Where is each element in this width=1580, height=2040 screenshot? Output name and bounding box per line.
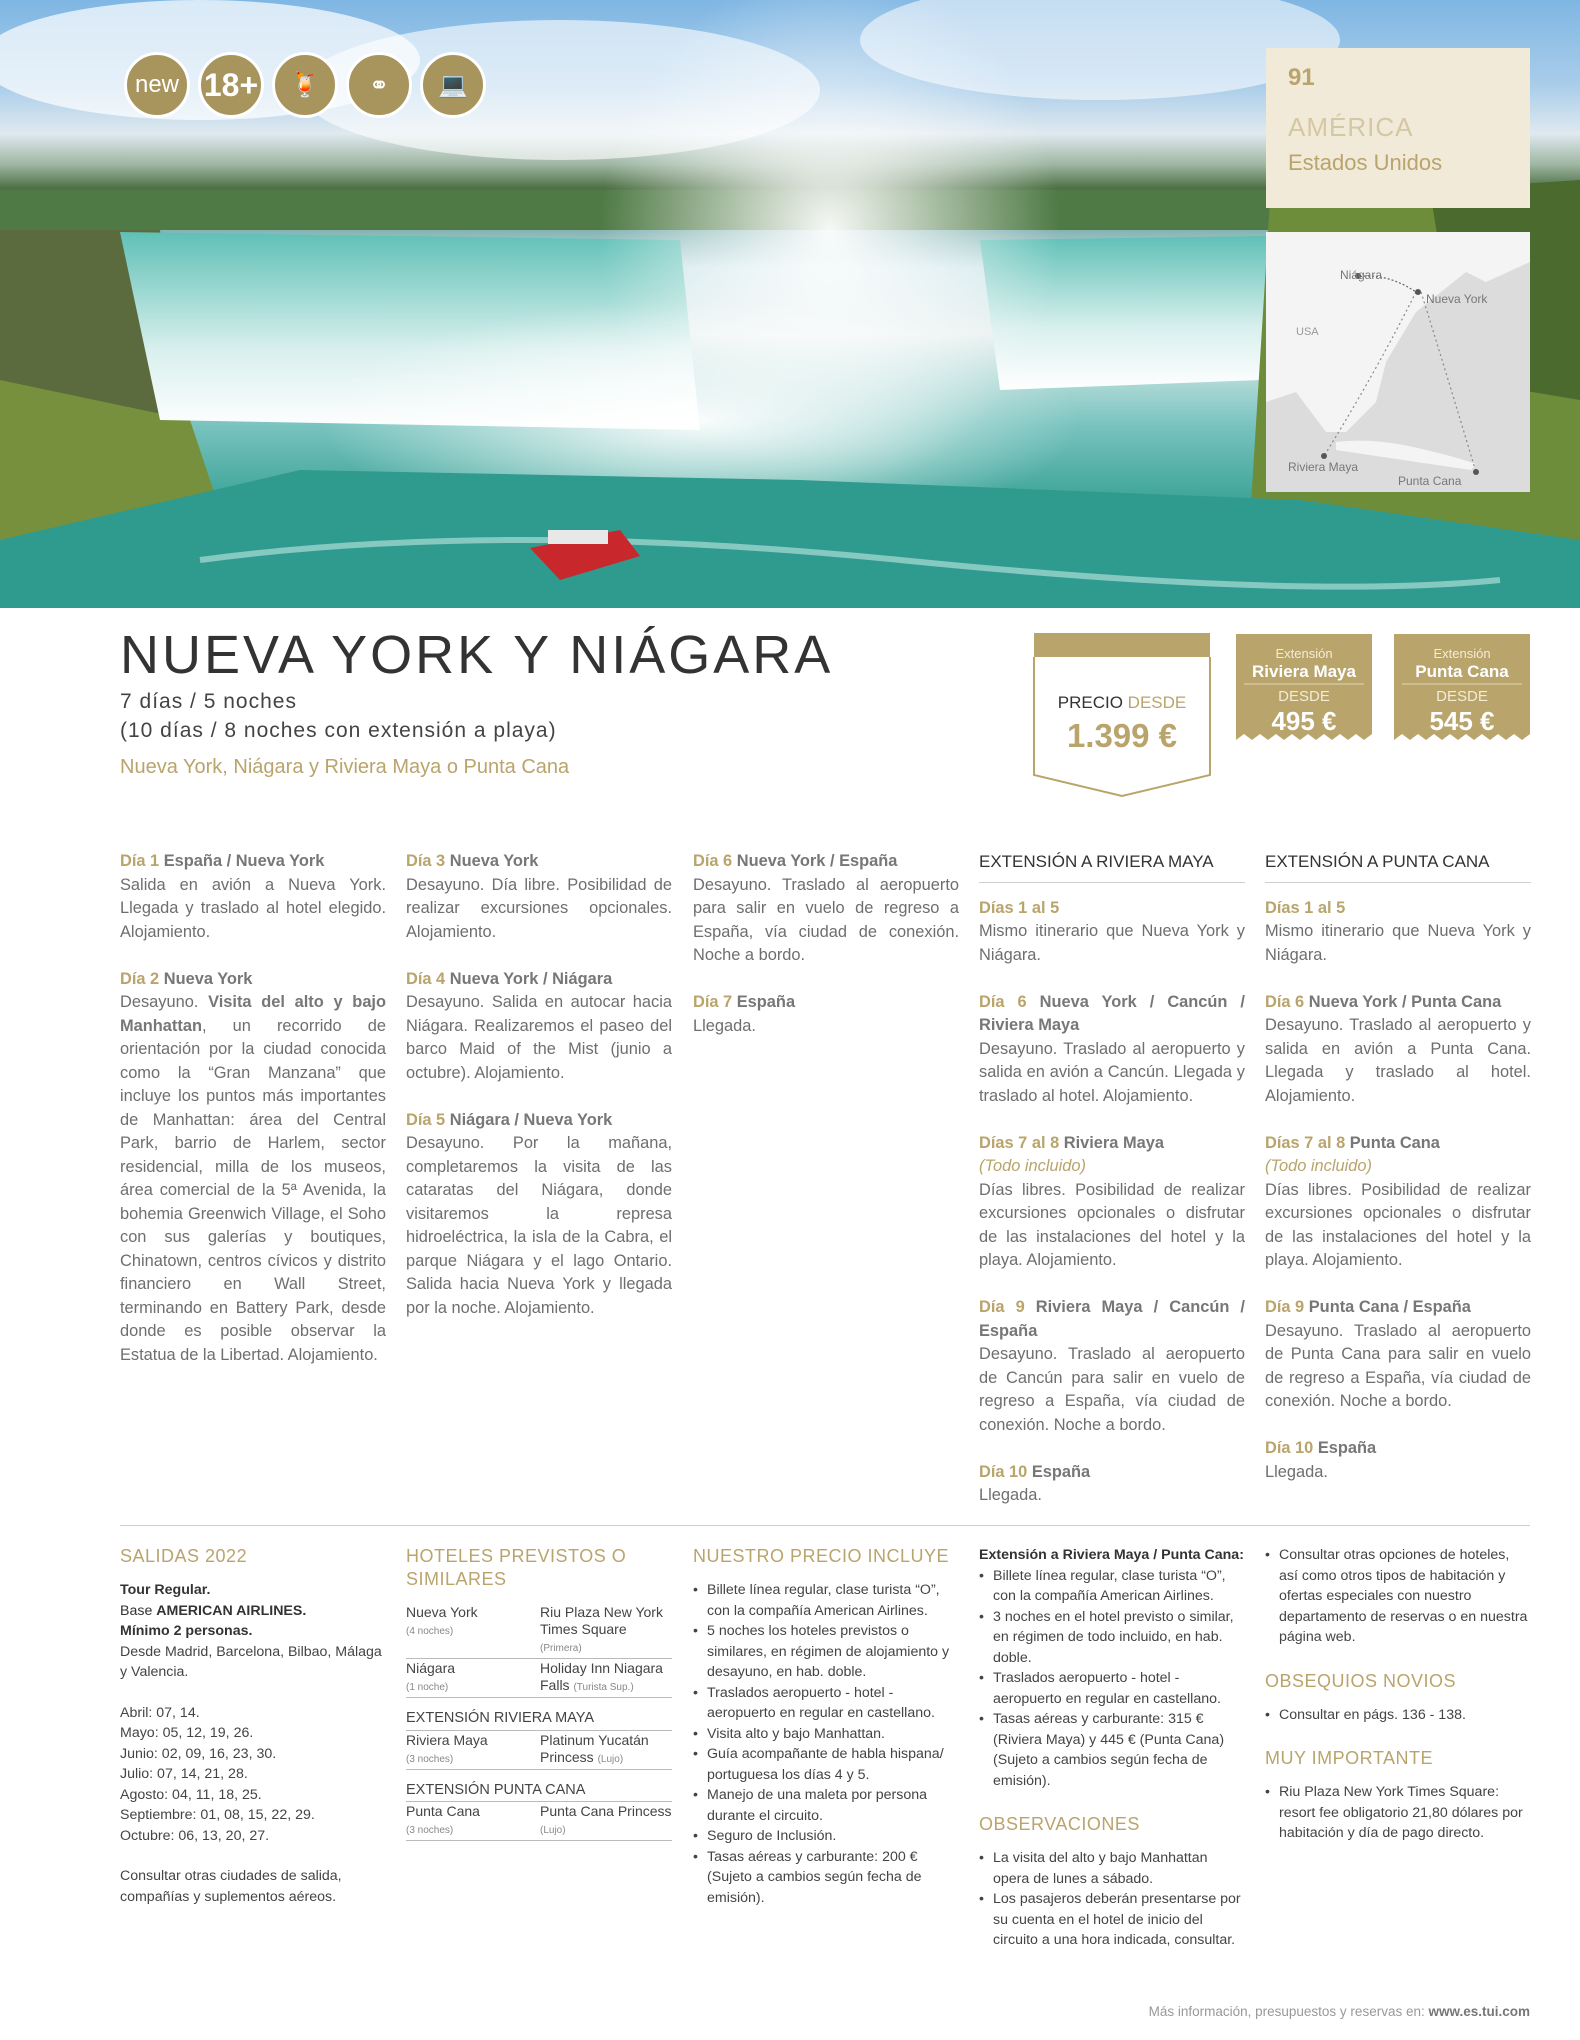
location-box [1266,48,1530,208]
table-row: Niágara (1 noche) Holiday Inn Niagara Falls (Turista Sup.) [406,1659,672,1698]
itinerary-column-2 [406,850,672,1344]
new-icon: new [124,52,190,118]
hotels-table [406,1802,672,1841]
hero-image [0,0,1580,608]
extension-heading: EXTENSIÓN A PUNTA CANA [1265,850,1531,883]
itinerary-day: Días 1 al 5 Mismo itinerario que Nueva York y Niágara. [979,898,1245,964]
date-line: Agosto: 04, 11, 18, 25. [120,1786,262,1803]
list-item: • Billete línea regular, clase turista “O”, con la compañía American Airlines. [979,1566,1245,1607]
extension-price: 495 € [1271,706,1337,736]
extension-heading: EXTENSIÓN PUNTA CANA [406,1780,672,1803]
table-row: Riviera Maya (3 noches) Platinum Yucatán Princess (Lujo) [406,1731,672,1770]
section-heading: OBSEQUIOS NOVIOS [1265,1670,1457,1691]
extension-desde: DESDE [1278,688,1330,705]
itinerary-column-1 [120,850,386,1391]
price-badge-shape [1033,633,1211,798]
date-line: Julio: 07, 14, 21, 28. [120,1766,248,1782]
extension-includes-list [979,1566,1245,1792]
important-list [1265,1782,1531,1844]
route-map [1266,232,1530,492]
date-line: Mayo: 05, 12, 19, 26. [120,1725,254,1741]
extension-heading: EXTENSIÓN RIVIERA MAYA [406,1708,672,1731]
extension-place: Punta Cana [1415,662,1509,681]
section-heading: SALIDAS 2022 [120,1546,248,1566]
map-label-nueva-york: Nueva York [1426,292,1488,306]
list-item: • 3 noches en el hotel previsto o similar, en régimen de todo incluido, en hab. doble. [979,1607,1245,1669]
map-label-niagara: Niágara [1340,268,1383,282]
includes-list [693,1580,959,1908]
extension-label: Extensión [1275,646,1333,661]
duration-extension: (10 días / 8 noches con extensión a playa) [120,719,557,742]
itinerary-day: Día 2 Nueva York Desayuno. Visita del alto y bajo Manhattan, un recorrido de orientación por la ciudad conocida como la “Gran Manzana” que incluye los puntos más importantes de Manhattan: área del Central Park, barrio de Harlem, sector residencial, milla de los museos, área comercial de la 5ª Avenida, la bohemia Greenwich Village, el Soho con sus galerías y boutiques, Chinatown, centros cívicos y distrito financiero en Wall Street, terminando en Battery Park, desde donde es posible observar la Estatua de la Libertad. Alojamiento. [120,969,386,1364]
feature-icons [124,52,486,118]
extension-price: 545 € [1429,706,1495,736]
list-item: • Tasas aéreas y carburante: 315 € (Riviera Maya) y 445 € (Punta Cana) (Sujeto a cambios según fecha de emisión). [979,1709,1245,1791]
itinerary-day: Días 7 al 8 Punta Cana (Todo incluido) Días libres. Posibilidad de realizar excursiones opcionales o disfrutar de las instalaciones del hotel y la playa. Alojamiento. [1265,1133,1531,1269]
region-label: AMÉRICA [1288,112,1414,142]
list-item: • Billete línea regular, clase turista “O”, con la compañía American Airlines. [693,1580,959,1621]
section-heading: Extensión a Riviera Maya / Punta Cana: [979,1547,1244,1563]
section-heading: HOTELES PREVISTOS O SIMILARES [406,1546,627,1589]
extension-label: Extensión [1433,646,1491,661]
date-line: Octubre: 06, 13, 20, 27. [120,1827,270,1844]
price-value: 1.399 € [1066,717,1178,754]
itinerary-day: Día 6 Nueva York / España Desayuno. Traslado al aeropuerto para salir en vuelo de regreso a España, vía ciudad de conexión. Noche a bordo. [693,852,959,964]
list-item: • 5 noches los hoteles previstos o similares, en régimen de alojamiento y desayuno, en hab. doble. [693,1621,959,1683]
itinerary-day: Día 9 Riviera Maya / Cancún / España Desayuno. Traslado al aeropuerto de Cancún para salir en vuelo de regreso a España, vía ciudad de conexión. Noche a bordo. [979,1298,1245,1434]
price-badge [1033,633,1211,798]
incluye-section [693,1545,959,1908]
list-item: • La visita del alto y bajo Manhattan opera de lunes a sábado. [979,1848,1245,1889]
list-item: • Tasas aéreas y carburante: 200 € (Sujeto a cambios según fecha de emisión). [693,1847,959,1909]
section-heading: NUESTRO PRECIO INCLUYE [693,1546,950,1566]
airline: Base AMERICAN AIRLINES. [120,1602,307,1619]
extension-heading: EXTENSIÓN A RIVIERA MAYA [979,850,1245,883]
page-title: NUEVA YORK Y NIÁGARA [120,625,834,685]
itinerary-column-3 [693,850,959,1062]
list-item: • Guía acompañante de habla hispana/ portuguesa los días 4 y 5. [693,1744,959,1785]
footer-link[interactable]: www.es.tui.com [1428,2004,1530,2019]
hoteles-section [406,1545,672,1841]
list-item: • Los pasajeros deberán presentarse por su cuenta en el hotel de inicio del circuito a una hora indicada, consultar. [979,1889,1245,1951]
list-item: • Visita alto y bajo Manhattan. [693,1724,959,1745]
extension-desde: DESDE [1436,688,1488,705]
list-item: • Riu Plaza New York Times Square: resort fee obligatorio 21,80 dólares por habitación y día de pago directo. [1265,1782,1531,1844]
itinerary-day: Día 5 Niágara / Nueva York Desayuno. Por la mañana, completaremos la visita de las cataratas del Niágara, donde visitaremos la represa hidroeléctrica, la isla de la Cabra, el parque Niágara y el lago Ontario. Salida hacia Nueva York y llegada por la noche. Alojamiento. [406,1110,672,1317]
extension-riviera-badge [1236,634,1372,758]
date-line: Abril: 07, 14. [120,1704,200,1721]
salidas-note: Consultar otras ciudades de salida, compañías y suplementos aéreos. [120,1868,342,1905]
map-label-usa: USA [1296,326,1319,338]
hotels-table [406,1731,672,1770]
other-info-section [1265,1545,1531,1844]
itinerary-column-punta-cana [1265,850,1531,1508]
list-item: • Traslados aeropuerto - hotel - aeropuerto en regular en castellano. [979,1668,1245,1709]
list-item: • Consultar en págs. 136 - 138. [1265,1705,1531,1726]
observations-list [979,1848,1245,1951]
itinerary-day: Día 1 España / Nueva York Salida en avión a Nueva York. Llegada y traslado al hotel elegido. Alojamiento. [120,852,386,941]
section-heading: OBSERVACIONES [979,1814,1140,1834]
other-options-list [1265,1545,1531,1648]
footer-text: Más información, presupuestos y reservas en: [1148,2004,1429,2019]
departure-cities: Desde Madrid, Barcelona, Bilbao, Málaga y Valencia. [120,1643,382,1680]
map-label-punta-cana: Punta Cana [1398,474,1462,488]
itinerary-day: Día 10 España Llegada. [979,1462,1091,1504]
itinerary-day: Día 6 Nueva York / Cancún / Riviera Maya Desayuno. Traslado al aeropuerto y salida en avión a Cancún. Llegada y traslado al hotel. Alojamiento. [979,992,1245,1105]
list-item: • Manejo de una maleta por persona durante el circuito. [693,1785,959,1826]
itinerary-day: Días 1 al 5 Mismo itinerario que Nueva York y Niágara. [1265,898,1531,964]
page-number: 91 [1288,64,1315,91]
itinerary-day: Día 6 Nueva York / Punta Cana Desayuno. Traslado al aeropuerto y salida en avión a Punta Cana. Llegada y traslado al hotel. Alojamiento. [1265,992,1531,1105]
itinerary-day: Días 7 al 8 Riviera Maya (Todo incluido) Días libres. Posibilidad de realizar excursiones opcionales o disfrutar de las instalaciones del hotel y la playa. Alojamiento. [979,1133,1245,1269]
list-item: • Seguro de Inclusión. [693,1826,959,1847]
section-divider [120,1525,1530,1526]
age-18-icon: 18+ [198,52,264,118]
list-item: • Consultar otras opciones de hoteles, así como otros tipos de habitación y ofertas especiales con nuestro departamento de reservas o en nuestra página web. [1265,1545,1531,1648]
rings-icon: ⚭ [346,52,412,118]
map-label-riviera-maya: Riviera Maya [1288,460,1359,474]
section-heading: MUY IMPORTANTE [1265,1748,1434,1768]
duration: 7 días / 5 noches [120,690,297,713]
novios-list [1265,1705,1531,1726]
map-shapes [1266,232,1530,492]
tour-type: Tour Regular. [120,1582,211,1598]
itinerary-day: Día 7 España Llegada. [693,993,796,1035]
list-item: • Traslados aeropuerto - hotel - aeropuerto en regular en castellano. [693,1683,959,1724]
date-line: Septiembre: 01, 08, 15, 22, 29. [120,1807,315,1823]
itinerary-day: Día 4 Nueva York / Niágara Desayuno. Salida en autocar hacia Niágara. Realizaremos el paseo del barco Maid of the Mist (junio a octubre). Alojamiento. [406,969,672,1082]
extension-punta-cana-badge [1394,634,1530,758]
extension-place: Riviera Maya [1252,662,1356,681]
min-people: Mínimo 2 personas. [120,1623,253,1639]
itinerary-day: Día 3 Nueva York Desayuno. Día libre. Posibilidad de realizar excursiones opcionales. Alojamiento. [406,852,672,941]
itinerary-day: Día 10 España Llegada. [1265,1439,1377,1481]
footer [1000,2004,1530,2019]
table-row: Punta Cana (3 noches) Punta Cana Princess (Lujo) [406,1802,672,1841]
laptop-icon: 💻 [420,52,486,118]
salidas-section [120,1545,386,1907]
route-summary: Nueva York, Niágara y Riviera Maya o Punta Cana [120,756,570,778]
extension-includes-section [979,1545,1245,1951]
country-label: Estados Unidos [1288,150,1443,175]
cocktail-icon: 🍹 [272,52,338,118]
price-label: PRECIO DESDE [1057,693,1187,712]
itinerary-day: Día 9 Punta Cana / España Desayuno. Traslado al aeropuerto de Punta Cana para salir en vuelo de regreso a España, vía ciudad de conexión. Noche a bordo. [1265,1298,1531,1410]
hotels-table [406,1603,672,1698]
date-line: Junio: 02, 09, 16, 23, 30. [120,1745,277,1762]
table-row: Nueva York (4 noches) Riu Plaza New York Times Square (Primera) [406,1603,672,1659]
itinerary-column-riviera-maya [979,850,1245,1531]
